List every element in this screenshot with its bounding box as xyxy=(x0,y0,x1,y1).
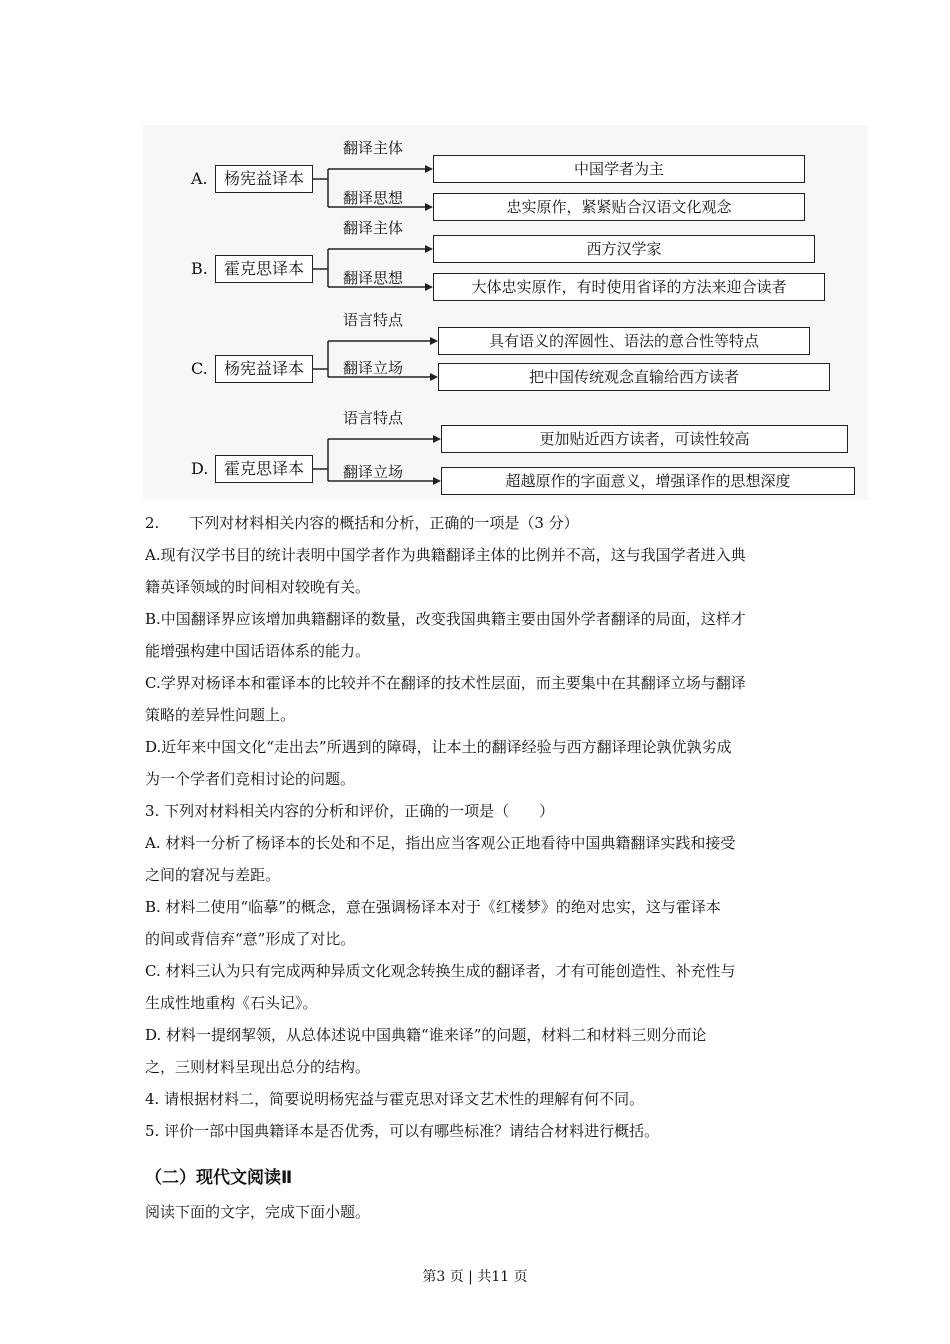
text-line: A. 材料一分析了杨译本的长处和不足，指出应当客观公正地看待中国典籍翻译实践和接受 xyxy=(145,834,736,852)
branch-label: 翻译思想 xyxy=(343,269,404,287)
result-box: 更加贴近西方读者，可读性较高 xyxy=(441,425,848,453)
translation-box: 杨宪益译本 xyxy=(215,165,313,193)
result-box: 超越原作的字面意义，增强译作的思想深度 xyxy=(441,467,855,495)
text-line: 的间或背信弃“意”形成了对比。 xyxy=(145,930,356,948)
instruction-text: 阅读下面的文字，完成下面小题。 xyxy=(145,1203,371,1221)
option-letter: B. xyxy=(191,259,208,278)
text-line: 策略的差异性问题上。 xyxy=(145,706,296,724)
translation-box: 霍克思译本 xyxy=(215,455,313,483)
question-text xyxy=(145,507,810,1147)
branch-label: 翻译主体 xyxy=(343,139,404,157)
result-box: 忠实原作，紧紧贴合汉语文化观念 xyxy=(433,193,805,221)
result-box: 大体忠实原作，有时使用省译的方法来迎合读者 xyxy=(433,273,825,301)
result-box: 把中国传统观念直输给西方读者 xyxy=(438,363,830,391)
text-line: 能增强构建中国话语体系的能力。 xyxy=(145,642,371,660)
text-line: 4. 请根据材料二，简要说明杨宪益与霍克思对译文艺术性的理解有何不同。 xyxy=(145,1090,645,1108)
diagram-option xyxy=(143,311,868,405)
branch-label: 翻译立场 xyxy=(343,463,404,481)
option-letter: A. xyxy=(191,169,208,188)
diagram-option xyxy=(143,219,868,315)
option-letter: D. xyxy=(191,459,209,478)
diagram-option xyxy=(143,135,868,225)
text-line: 3. 下列对材料相关内容的分析和评价，正确的一项是（ ） xyxy=(145,802,555,820)
text-line: D.近年来中国文化“走出去”所遇到的障碍，让本土的翻译经验与西方翻译理论孰优孰劣成 xyxy=(145,738,732,756)
branch-label: 翻译思想 xyxy=(343,189,404,207)
text-line: C. 材料三认为只有完成两种异质文化观念转换生成的翻译者，才有可能创造性、补充性与 xyxy=(145,962,736,980)
text-line: 5. 评价一部中国典籍译本是否优秀，可以有哪些标准？请结合材料进行概括。 xyxy=(145,1122,660,1140)
text-line: 之间的窘况与差距。 xyxy=(145,866,281,884)
branch-label: 语言特点 xyxy=(343,311,404,329)
text-line: 2. 下列对材料相关内容的概括和分析，正确的一项是（3 分） xyxy=(145,514,579,532)
text-line: B.中国翻译界应该增加典籍翻译的数量，改变我国典籍主要由国外学者翻译的局面，这样才 xyxy=(145,610,746,628)
translation-box: 杨宪益译本 xyxy=(215,355,313,383)
text-line: C.学界对杨译本和霍译本的比较并不在翻译的技术性层面，而主要集中在其翻译立场与翻译 xyxy=(145,674,746,692)
text-line: 为一个学者们竞相讨论的问题。 xyxy=(145,770,356,788)
branch-label: 语言特点 xyxy=(343,409,404,427)
text-line: A.现有汉学书目的统计表明中国学者作为典籍翻译主体的比例并不高，这与我国学者进入典 xyxy=(145,546,746,564)
result-box: 西方汉学家 xyxy=(433,235,815,263)
option-letter: C. xyxy=(191,359,208,378)
text-line: 生成性地重构《石头记》。 xyxy=(145,994,318,1012)
result-box: 中国学者为主 xyxy=(433,155,805,183)
page-footer: 第3 页 | 共11 页 xyxy=(422,1269,528,1285)
result-box: 具有语义的浑圆性、语法的意合性等特点 xyxy=(438,327,810,355)
text-line: 籍英译领域的时间相对较晚有关。 xyxy=(145,578,371,596)
diagram-option xyxy=(143,405,868,495)
branch-label: 翻译主体 xyxy=(343,219,404,237)
options-diagram xyxy=(143,125,868,500)
branch-label: 翻译立场 xyxy=(343,359,404,377)
text-line: D. 材料一提纲挈领，从总体述说中国典籍“谁来译”的问题，材料二和材料三则分而论 xyxy=(145,1026,707,1044)
section-title: （二）现代文阅读Ⅱ xyxy=(145,1168,293,1188)
translation-box: 霍克思译本 xyxy=(215,255,313,283)
text-line: 之，三则材料呈现出总分的结构。 xyxy=(145,1058,371,1076)
text-line: B. 材料二使用“临摹”的概念，意在强调杨译本对于《红楼梦》的绝对忠实，这与霍译本 xyxy=(145,898,721,916)
